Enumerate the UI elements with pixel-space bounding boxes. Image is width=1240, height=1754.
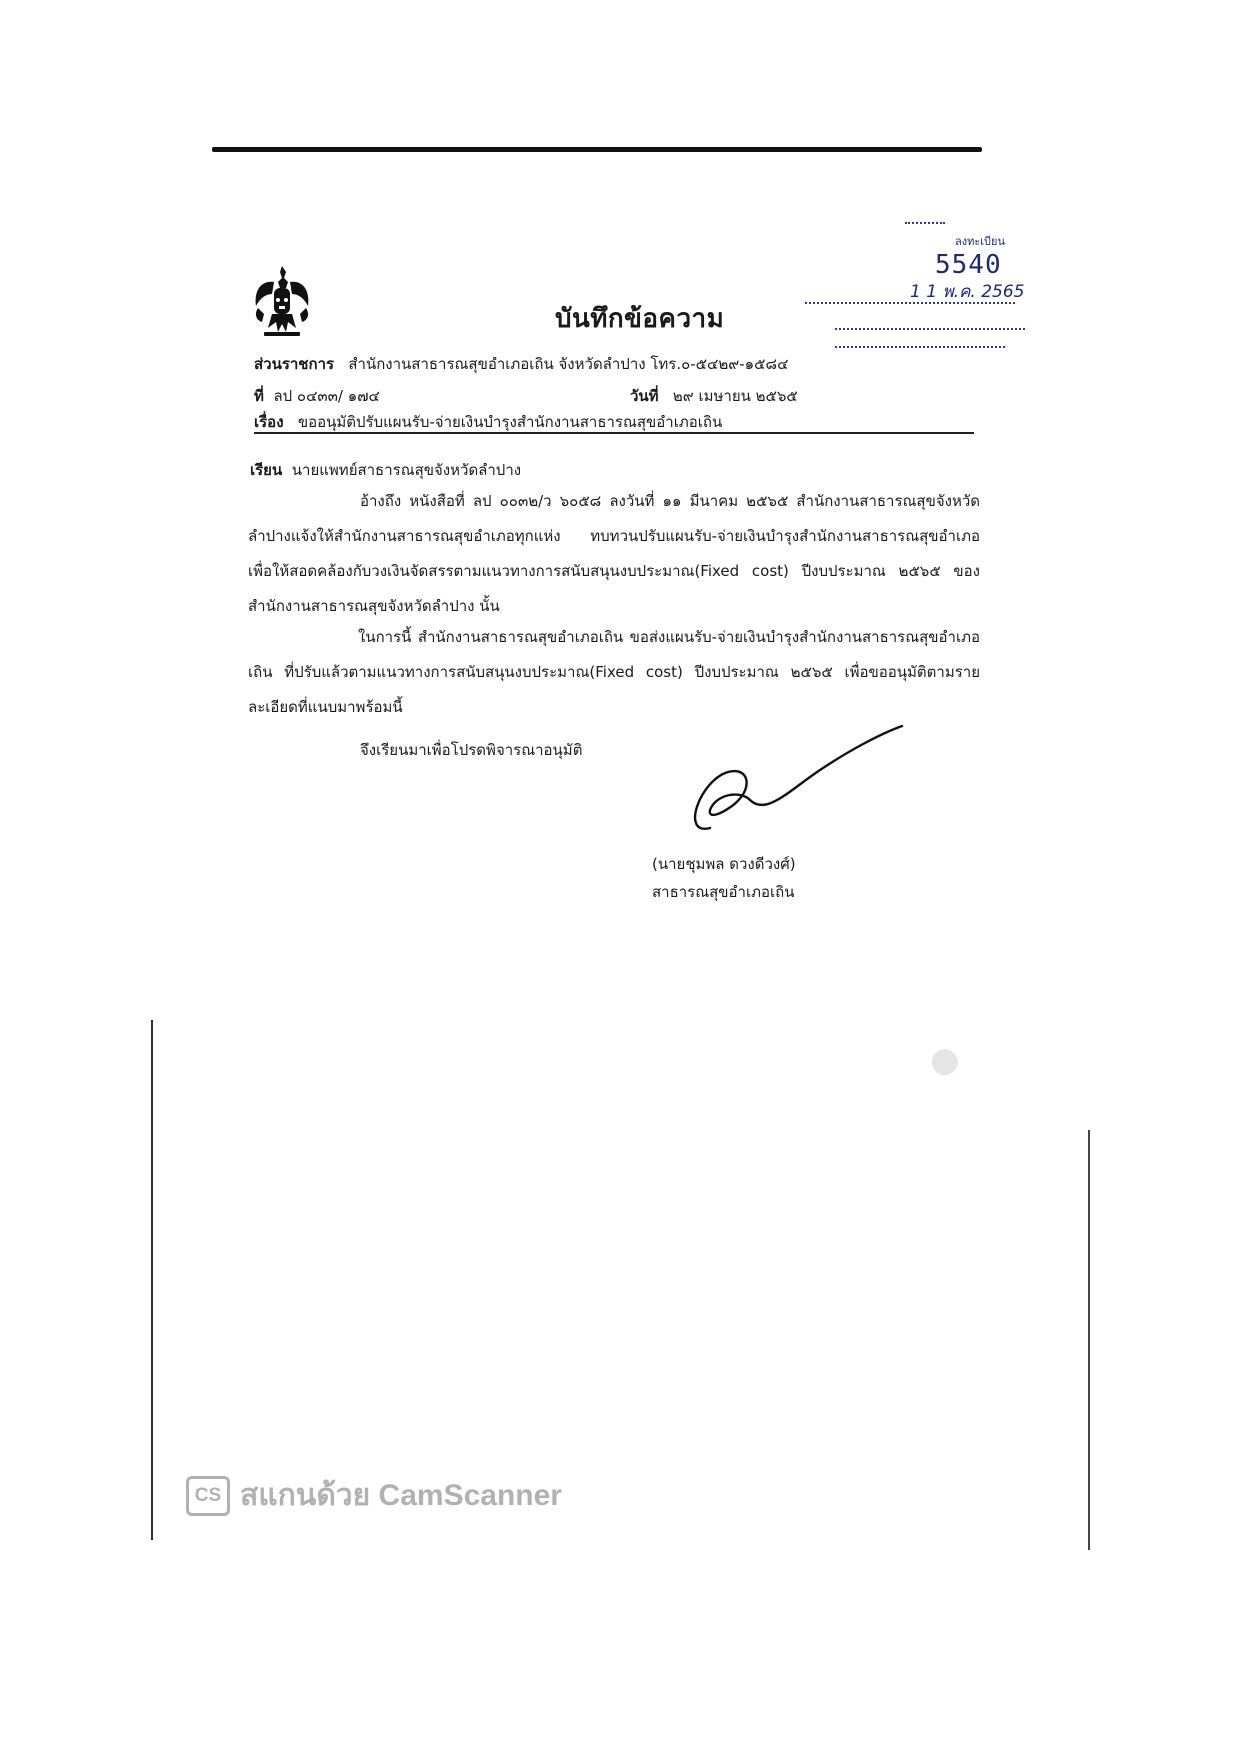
garuda-emblem-icon [250,262,314,340]
reference-row [254,384,380,408]
reference-value: ลป ๐๔๓๓/ ๑๗๔ [273,387,380,405]
subject-value: ขออนุมัติปรับแผนรับ-จ่ายเงินบำรุงสำนักงานสาธารณสุขอำเภอเถิน [297,413,723,431]
stamp-number: 5540 [935,250,1002,280]
subject-label: เรื่อง [254,413,284,431]
subject-row [254,410,722,434]
signatory-position: สาธารณสุขอำเภอเถิน [652,883,795,901]
date-row [630,384,798,408]
body-paragraph-2: ในการนี้ สำนักงานสาธารณสุขอำเภอเถิน ขอส่งแผนรับ-จ่ายเงินบำรุงสำนักงานสาธารณสุขอำเภอเถิน ที่ปรับแล้วตามแนวทางการสนับสนุนงบประมาณ(Fixed cost) ปีงบประมาณ ๒๕๖๕ เพื่อขออนุมัติตามรายละเอียดที่แนบมาพร้อมนี้ [248,628,980,716]
salutation-value: นายแพทย์สาธารณสุขจังหวัดลำปาง [291,461,522,479]
body-paragraph-1: อ้างถึง หนังสือที่ ลป ๐๐๓๒/ว ๖๐๕๘ ลงวันที่ ๑๑ มีนาคม ๒๕๖๕ สำนักงานสาธารณสุขจังหวัดลำปางแจ้งให้สำนักงานสาธารณสุขอำเภอทุกแห่ง ทบทวนปรับแผนรับ-จ่ายเงินบำรุงสำนักงานสาธารณสุขอำเภอ เพื่อให้สอดคล้องกับวงเงินจัดสรรตามแนวทางการสนับสนุนงบประมาณ(Fixed cost) ปีงบประมาณ ๒๕๖๕ ของสำนักงานสาธารณสุขจังหวัดลำปาง นั้น [248,492,980,615]
stamp-label: ลงทะเบียน [955,235,1005,248]
salutation-row [250,458,521,482]
signatory-name: (นายชุมพล ดวงดีวงศ์) [652,855,796,873]
scan-left-edge [151,1020,153,1540]
scan-top-edge [212,147,982,152]
stamp-rule [835,328,1025,330]
bleed-through-mark: ● [930,1040,960,1080]
department-row [254,352,788,376]
memo-title: บันทึกข้อความ [555,304,725,334]
date-value: ๒๙ เมษายน ๒๕๖๕ [672,387,798,405]
signature-icon [670,720,920,850]
date-label: วันที่ [630,387,659,405]
department-value: สำนักงานสาธารณสุขอำเภอเถิน จังหวัดลำปาง โทร.๐-๕๔๒๙-๑๕๘๔ [348,355,789,373]
header-divider [254,432,974,434]
stamp-date: 1 1 พ.ค. 2565 [910,282,1025,302]
stamp-rule [805,302,1015,304]
closing-line: จึงเรียนมาเพื่อโปรดพิจารณาอนุมัติ [360,741,583,759]
stamp-rule [905,222,945,224]
salutation-label: เรียน [250,461,283,479]
camscanner-text: สแกนด้วย CamScanner [240,1479,562,1512]
receipt-stamp [815,218,1035,358]
camscanner-watermark [186,1472,562,1519]
scan-right-edge [1088,1130,1090,1550]
stamp-rule [835,346,1005,348]
reference-label: ที่ [254,387,264,405]
camscanner-logo-icon: CS [186,1476,230,1516]
department-label: ส่วนราชการ [254,355,335,373]
